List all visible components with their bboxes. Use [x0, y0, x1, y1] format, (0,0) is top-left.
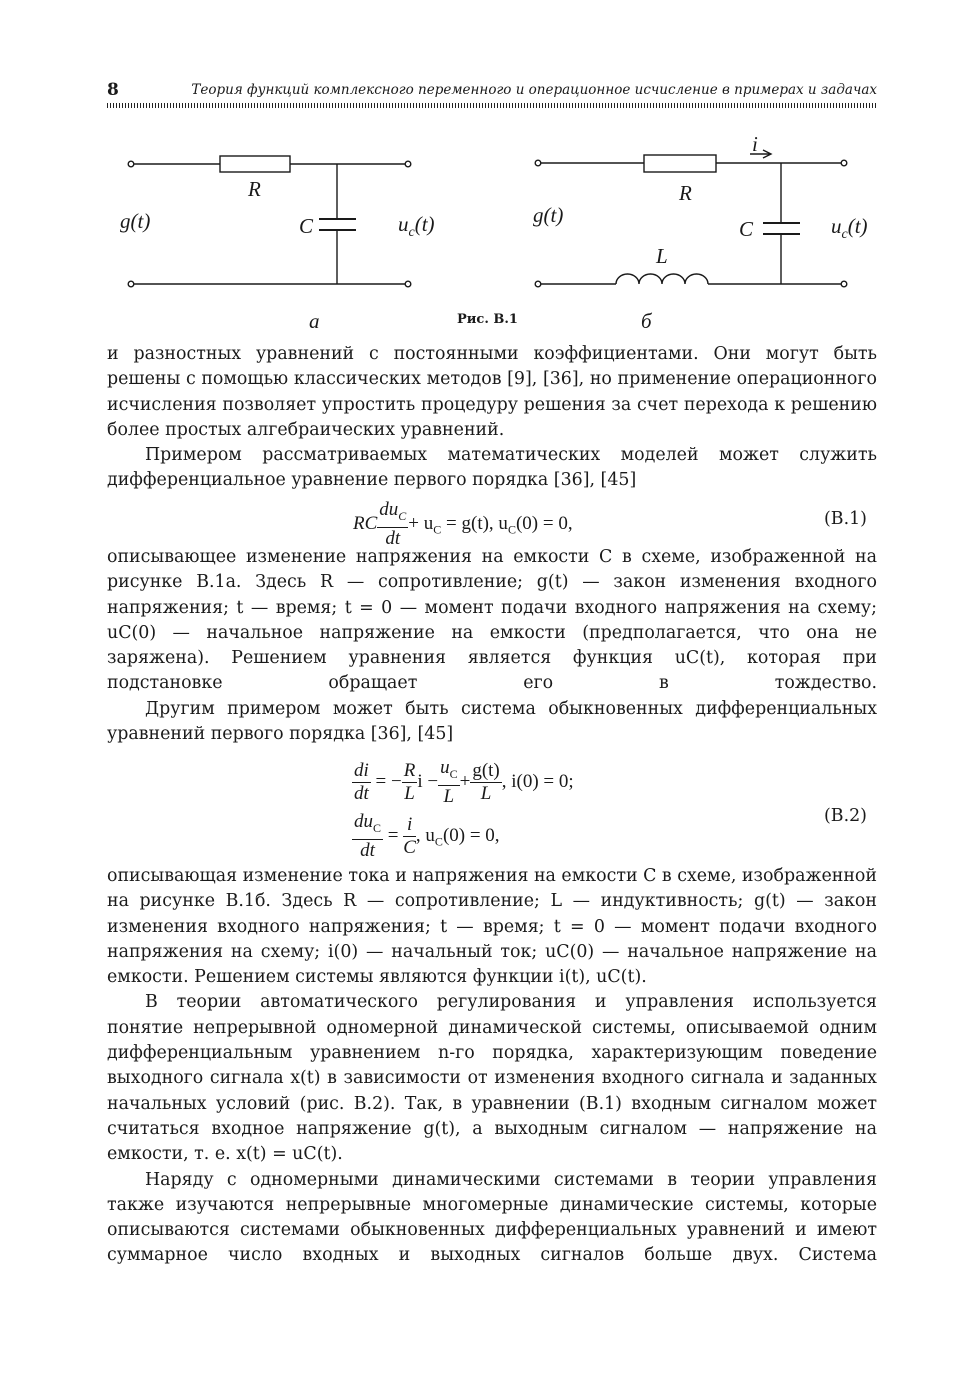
label-b-current: i — [752, 132, 758, 156]
paragraph: описывающее изменение напряжения на емкости C в схеме, изображенной на рисунке В.1а. Здесь R — сопротивление; g(t) — закон изменения входного напряжения; t — время; t = 0 — момент подачи входного напряжения на схему; uC(0) — начальное напряжение на емкости (предполагается, что она не заряжена). Решением уравнения является функция uC(t), которая при подстановке обращает его в тождество. — [107, 547, 877, 694]
label-b-resistor: R — [679, 181, 692, 205]
resistor-b — [644, 155, 716, 172]
paragraph: Наряду с одномерными динамическими системами в теории управления также изучаются непрерывные многомерные динамические системы, которые описываются системами обыкновенных дифференциальных уравнений и имеют суммарное число входных и выходных сигналов больше двух. Система — [107, 1169, 877, 1266]
terminal-b-in-top — [535, 160, 541, 166]
label-b-capacitor: C — [739, 217, 754, 241]
label-b-output: $u_c(t)$ — [831, 214, 868, 242]
paragraph: Другим примером может быть система обыкновенных дифференциальных уравнений первого порядка [36], [45] — [107, 698, 877, 745]
equation-b2-line2: $\frac{du_C}{dt}$ = $\frac{i}{C}$ , $u_C(0) = 0$, — [354, 811, 500, 861]
paragraph: В теории автоматического регулирования и управления используется понятие непрерывной одномерной динамической системы, описываемой одним дифференциальным уравнением n-го порядка, характеризующим поведение выходного сигнала x(t) в зависимости от изменения входного сигнала и заданных начальных условий (рис. В.2). Так, в уравнении (В.1) входным сигналом может считаться входное напряжение g(t), а выходным сигналом — напряжение на емкости, т. е. x(t) = uC(t). — [107, 992, 877, 1165]
paragraph: описывающая изменение тока и напряжения на емкости C в схеме, изображенной на рисунке В.1б. Здесь R — сопротивление; L — индуктивность; g(t) — закон изменения входного напряжения; t — время; t = 0 — момент подачи входного напряжения на схему; i(0) — начальный ток; uC(0) — начальное напряжение на емкости. Решением системы являются функции i(t), uC(t). — [107, 866, 877, 988]
equation-number-b2: (В.2) — [824, 806, 867, 826]
terminal-b-in-bottom — [535, 281, 541, 287]
terminal-a-in-top — [128, 161, 134, 167]
label-a-input: g(t) — [120, 209, 151, 233]
equation-number-b1: (В.1) — [824, 509, 867, 529]
label-b-input: g(t) — [533, 203, 564, 227]
equation-b2-line1: $\frac{di}{dt}$ = − $\frac{R}{L}$ i − $\frac{u_C}{L}$ + $\frac{g(t)}{L}$ , i(0) = 0; — [354, 757, 574, 807]
paragraph: и разностных уравнений с постоянными коэффициентами. Они могут быть решены с помощью классических методов [9], [36], но применение операционного исчисления позволяет упростить процедуру решения за счет перехода к решению более простых алгебраических уравнений. — [107, 344, 877, 440]
paragraph: Примером рассматриваемых математических моделей может служить дифференциальное уравнение первого порядка [36], [45] — [107, 445, 877, 491]
terminal-a-out-bottom — [405, 281, 411, 287]
terminal-a-out-top — [405, 161, 411, 167]
terminal-b-out-top — [841, 160, 847, 166]
label-panel-a: а — [309, 309, 320, 333]
text-block-2 — [107, 545, 877, 747]
terminal-b-out-bottom — [841, 281, 847, 287]
equation-b1: RC $\frac{du_C}{dt}$ + $u_C = g(t)$, $u_C(0) = 0$, — [353, 499, 573, 549]
circuit-figure — [0, 0, 973, 340]
resistor-a — [220, 156, 290, 172]
text-block-1 — [107, 342, 877, 494]
running-title: Теория функций комплексного переменного и операционное исчисление в примерах и задачах — [191, 82, 877, 98]
page-number: 8 — [107, 80, 119, 100]
figure-caption: Рис. В.1 — [457, 312, 518, 327]
terminal-a-in-bottom — [128, 281, 134, 287]
inductor-b — [616, 274, 708, 284]
label-panel-b: б — [641, 309, 652, 333]
label-a-resistor: R — [248, 177, 261, 201]
text-block-3 — [107, 864, 877, 1269]
label-a-capacitor: C — [299, 214, 314, 238]
label-a-output: $u_c(t)$ — [398, 212, 435, 240]
label-b-inductor: L — [656, 244, 668, 268]
